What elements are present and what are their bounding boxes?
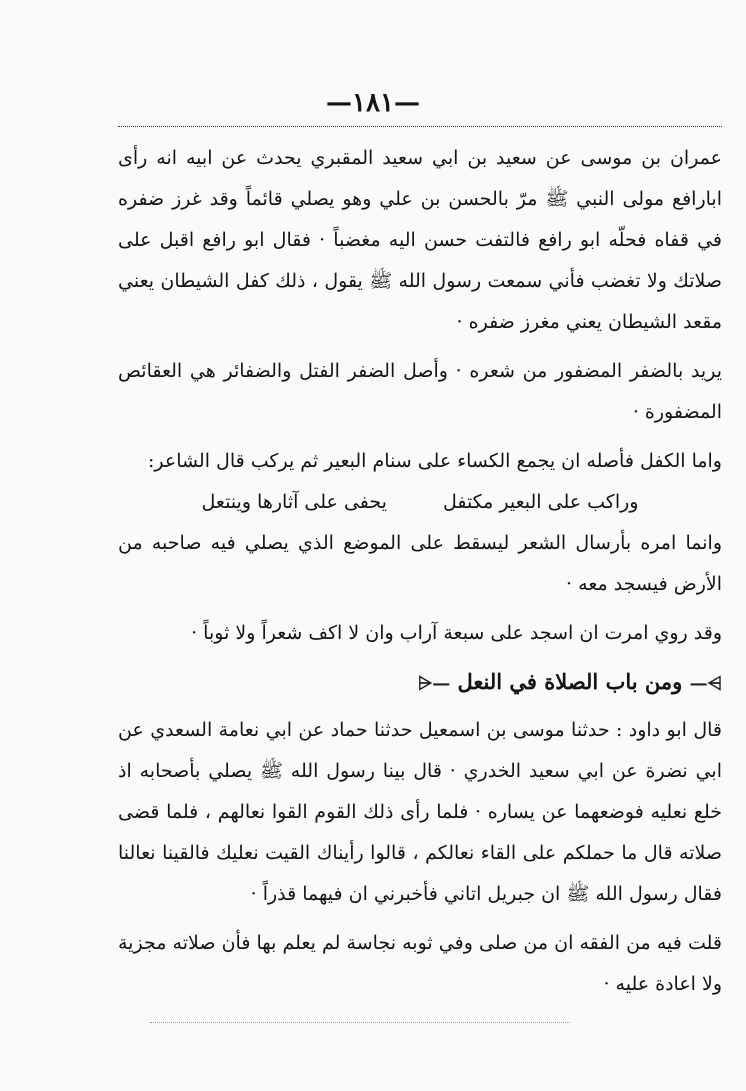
ornament-right-icon: —⩤ bbox=[417, 673, 451, 694]
paragraph: قلت فيه من الفقه ان من صلى وفي ثوبه نجاسة لم يعلم بها فأن صلاته مجزية ولا اعادة عليه · bbox=[118, 932, 722, 995]
header-divider bbox=[118, 126, 722, 127]
paragraph: يريد بالضفر المضفور من شعره · وأصل الضفر الفتل والضفائر هي العقائص المضفورة · bbox=[118, 360, 722, 423]
verse-first-hemistich: وراكب على البعير مكتفل bbox=[442, 491, 639, 513]
page-body bbox=[118, 138, 722, 1005]
page-number: —١٨١— bbox=[326, 88, 420, 118]
paragraph: واما الكفل فأصله ان يجمع الكساء على سنام البعير ثم يركب قال الشاعر: bbox=[147, 450, 722, 472]
poetry-verse bbox=[118, 482, 722, 523]
footer-divider bbox=[150, 1022, 570, 1023]
verse-second-hemistich: يحفى على آثارها وينتعل bbox=[201, 491, 387, 513]
paragraph: قال ابو داود : حدثنا موسى بن اسمعيل حدثنا حماد عن ابي نعامة السعدي عن ابي نضرة عن ابي سعيد الخدري · قال بينا رسول الله ﷺ يصلي بأصحابه اذ خلع نعليه فوضعهما عن يساره · فلما رأى ذلك القوم القوا نعالهم ، فلما قضى صلاته قال ما حملكم على القاء نعالكم ، قالوا رأيناك القيت نعليك فالقينا نعالنا فقال رسول الله ﷺ ان جبريل اتاني فأخبرني ان فيهما قذراً · bbox=[118, 719, 722, 905]
paragraph: وقد روي امرت ان اسجد على سبعة آراب وان لا اكف شعراً ولا ثوباً · bbox=[191, 622, 722, 644]
paragraph: وانما امره بأرسال الشعر ليسقط على الموضع الذي يصلي فيه صاحبه من الأرض فيسجد معه · bbox=[118, 532, 722, 595]
ornament-left-icon: ⩥— bbox=[689, 673, 722, 694]
chapter-title: ومن باب الصلاة في النعل bbox=[457, 669, 683, 694]
paragraph: عمران بن موسى عن سعيد بن ابي سعيد المقبري يحدث عن ابيه انه رأى ابارافع مولى النبي ﷺ مرّ بالحسن بن علي وهو يصلي قائماً وقد غرز ضفره في قفاه فحلّه ابو رافع فالتفت حسن اليه مغضباً · فقال ابو رافع اقبل على صلاتك ولا تغضب فأني سمعت رسول الله ﷺ يقول ، ذلك كفل الشيطان يعني مقعد الشيطان يعني مغرز ضفره · bbox=[118, 147, 722, 333]
chapter-heading bbox=[118, 660, 722, 706]
